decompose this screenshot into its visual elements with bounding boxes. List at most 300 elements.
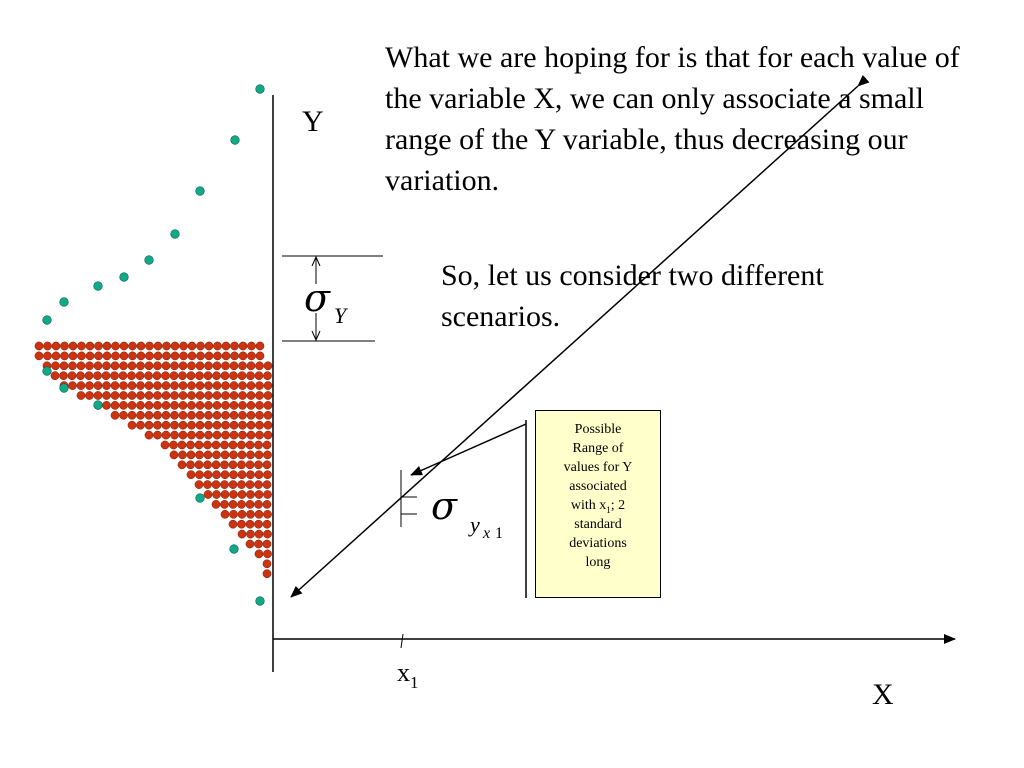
distribution-dot [195, 451, 203, 459]
distribution-dot [119, 382, 127, 390]
distribution-dot [162, 401, 170, 409]
distribution-dot [145, 382, 153, 390]
callout-box [535, 410, 661, 598]
distribution-dot [136, 411, 144, 419]
distribution-dot [187, 382, 195, 390]
distribution-dot [170, 362, 178, 370]
distribution-dot [111, 352, 119, 360]
distribution-dot [247, 401, 255, 409]
distribution-dot [203, 461, 211, 469]
distribution-dot [238, 382, 246, 390]
scatter-dot [94, 401, 103, 410]
distribution-dot [145, 362, 153, 370]
distribution-dot [263, 570, 271, 578]
distribution-dot [85, 382, 93, 390]
distribution-dot [239, 352, 247, 360]
distribution-dot [119, 372, 127, 380]
distribution-dot [230, 342, 238, 350]
distribution-dot [94, 352, 102, 360]
distribution-dot [238, 372, 246, 380]
distribution-dot [230, 382, 238, 390]
distribution-dot [213, 352, 221, 360]
distribution-dot [254, 520, 262, 528]
distribution-dot [162, 391, 170, 399]
callout-line: Possible [574, 422, 622, 437]
distribution-dot [229, 490, 237, 498]
distribution-dot [35, 352, 43, 360]
callout-line: associated [569, 479, 627, 494]
distribution-dot [171, 352, 179, 360]
distribution-dot [263, 451, 271, 459]
scatter-dot [230, 545, 239, 554]
distribution-dot [127, 372, 135, 380]
distribution-dot [212, 372, 220, 380]
distribution-dot [213, 362, 221, 370]
distribution-dot [256, 352, 264, 360]
distribution-dot [255, 451, 263, 459]
distribution-dot [221, 471, 229, 479]
distribution-dot [162, 431, 170, 439]
distribution-dot [221, 382, 229, 390]
distribution-dot [94, 362, 102, 370]
distribution-dot [255, 382, 263, 390]
distribution-dot [77, 362, 85, 370]
distribution-dot [35, 342, 43, 350]
distribution-dot [153, 401, 161, 409]
distribution-dot [128, 382, 136, 390]
distribution-dot [171, 342, 179, 350]
distribution-dot [238, 510, 246, 518]
distribution-dot [230, 391, 238, 399]
sigma-yx1-sub-1: 1 [495, 525, 503, 542]
scatter-dot [60, 384, 69, 393]
callout-line: values for Y [563, 460, 633, 475]
distribution-dot [102, 382, 110, 390]
distribution-dot [111, 382, 119, 390]
distribution-dot [128, 352, 136, 360]
distribution-dot [94, 382, 102, 390]
distribution-dot [255, 362, 263, 370]
distribution-dot [229, 510, 237, 518]
distribution-dot [204, 411, 212, 419]
distribution-dot [161, 372, 169, 380]
distribution-dot [230, 421, 238, 429]
distribution-dot [264, 421, 272, 429]
callout-line: Range of [572, 441, 624, 456]
distribution-dot [254, 481, 262, 489]
distribution-dot [153, 411, 161, 419]
distribution-dot [102, 362, 110, 370]
distribution-dot [162, 382, 170, 390]
distribution-dot [195, 441, 203, 449]
distribution-dot [220, 441, 228, 449]
distribution-dot [263, 550, 271, 558]
distribution-dot [237, 461, 245, 469]
distribution-dot [179, 352, 187, 360]
distribution-dot [52, 342, 60, 350]
distribution-dot [86, 352, 94, 360]
sigma-yx1-sub-x: x [483, 525, 491, 542]
distribution-dot [179, 362, 187, 370]
x-axis-label: X [872, 678, 894, 711]
distribution-dot [60, 362, 68, 370]
distribution-dot [119, 411, 127, 419]
distribution-dot [60, 352, 68, 360]
distribution-dot [128, 391, 136, 399]
distribution-dot [178, 461, 186, 469]
distribution-dot [85, 362, 93, 370]
distribution-dot [179, 342, 187, 350]
distribution-dot [220, 461, 228, 469]
sigma-yx1-sub-y: y [470, 512, 480, 537]
distribution-dot [128, 411, 136, 419]
distribution-dot [246, 481, 254, 489]
distribution-dot [255, 530, 263, 538]
distribution-dot [213, 342, 221, 350]
distribution-dot [128, 362, 136, 370]
x1-tick [401, 634, 403, 648]
distribution-dot [187, 411, 195, 419]
distribution-dot [187, 391, 195, 399]
distribution-dot [247, 362, 255, 370]
distribution-dot [136, 382, 144, 390]
scatter-dot [256, 85, 265, 94]
distribution-dot [145, 342, 153, 350]
distribution-dot [213, 401, 221, 409]
distribution-dot [162, 411, 170, 419]
distribution-dot [204, 382, 212, 390]
scatter-dot [43, 367, 52, 376]
distribution-dot [145, 401, 153, 409]
distribution-dot [263, 540, 271, 548]
distribution-dot [246, 490, 254, 498]
distribution-dot [256, 342, 264, 350]
distribution-dot [229, 471, 237, 479]
distribution-dot [255, 431, 263, 439]
distribution-dot [205, 342, 213, 350]
distribution-dot [136, 391, 144, 399]
distribution-dot [196, 401, 204, 409]
distribution-dot [246, 510, 254, 518]
distribution-dot [187, 451, 195, 459]
callout-line: long [585, 555, 611, 570]
distribution-dot [69, 342, 77, 350]
distribution-dot [154, 342, 162, 350]
distribution-dot [263, 530, 271, 538]
distribution-dot [170, 401, 178, 409]
distribution-dot [204, 362, 212, 370]
distribution-dot [43, 342, 51, 350]
distribution-dot [255, 510, 263, 518]
distribution-dot [196, 382, 204, 390]
distribution-dot [94, 342, 102, 350]
distribution-dot [195, 372, 203, 380]
distribution-dot [263, 372, 271, 380]
distribution-dot [230, 352, 238, 360]
distribution-dot [230, 431, 238, 439]
distribution-dot [247, 411, 255, 419]
distribution-dot [238, 362, 246, 370]
distribution-dot [247, 342, 255, 350]
distribution-dot [195, 461, 203, 469]
distribution-dot [229, 372, 237, 380]
distribution-dot [111, 342, 119, 350]
scatter-dot [196, 187, 205, 196]
distribution-dot [203, 441, 211, 449]
distribution-dot [153, 362, 161, 370]
distribution-dot [119, 391, 127, 399]
distribution-dot [128, 421, 136, 429]
distribution-dot [137, 342, 145, 350]
distribution-dot [196, 362, 204, 370]
distribution-dot [204, 431, 212, 439]
distribution-dot [221, 510, 229, 518]
distribution-dot [103, 342, 111, 350]
distribution-dot [237, 441, 245, 449]
distribution-dot [59, 372, 67, 380]
distribution-dot [187, 421, 195, 429]
distribution-dot [246, 500, 254, 508]
distribution-dot [169, 441, 177, 449]
distribution-dot [77, 342, 85, 350]
distribution-dot [187, 362, 195, 370]
distribution-dot [238, 401, 246, 409]
distribution-dot [254, 500, 262, 508]
distribution-dot [222, 342, 230, 350]
distribution-dot [137, 352, 145, 360]
sigma-yx1-symbol: σ [431, 484, 457, 528]
distribution-dot [136, 421, 144, 429]
scatter-dot [171, 230, 180, 239]
distribution-dot [187, 372, 195, 380]
distribution-dot [145, 411, 153, 419]
distribution-dot [153, 431, 161, 439]
distribution-dot [263, 560, 271, 568]
distribution-dot [170, 382, 178, 390]
distribution-dot [221, 431, 229, 439]
distribution-dot [178, 451, 186, 459]
distribution-dot [213, 421, 221, 429]
distribution-dot [179, 382, 187, 390]
distribution-dot [264, 391, 272, 399]
sigma-y-subscript: Y [334, 303, 347, 328]
distribution-dot [111, 411, 119, 419]
y-axis-label: Y [302, 105, 324, 138]
scatter-dot [231, 136, 240, 145]
distribution-dot [51, 362, 59, 370]
sigma-y-symbol: σ [304, 276, 330, 320]
distribution-dot [77, 382, 85, 390]
scatter-dot [196, 494, 205, 503]
distribution-dot [162, 342, 170, 350]
distribution-dot [263, 471, 271, 479]
distribution-dot [229, 451, 237, 459]
distribution-dot [238, 421, 246, 429]
distribution-dot [196, 421, 204, 429]
distribution-dot [229, 461, 237, 469]
distribution-dot [178, 441, 186, 449]
sigma-y-bracket [282, 256, 383, 341]
distribution-dot [186, 461, 194, 469]
distribution-dot [60, 342, 68, 350]
distribution-dot [153, 421, 161, 429]
distribution-dot [264, 362, 272, 370]
callout-pointer [411, 420, 526, 598]
distribution-dot [264, 401, 272, 409]
callout-line: standard [574, 517, 622, 532]
distribution-dot [220, 481, 228, 489]
distribution-dot [170, 411, 178, 419]
distribution-dot [229, 520, 237, 528]
distribution-dot [119, 362, 127, 370]
distribution-dot [213, 431, 221, 439]
distribution-dot [76, 372, 84, 380]
distribution-dot [195, 481, 203, 489]
distribution-dot [238, 411, 246, 419]
distribution-dot [247, 382, 255, 390]
distribution-dot [237, 500, 245, 508]
distribution-dot [221, 372, 229, 380]
distribution-dot [213, 391, 221, 399]
distribution-dot [238, 391, 246, 399]
distribution-dot [187, 401, 195, 409]
scatter-dot [120, 273, 129, 282]
distribution-dot [128, 342, 136, 350]
distribution-dot [93, 372, 101, 380]
distribution-dot [43, 352, 51, 360]
distribution-dot [77, 391, 85, 399]
distribution-dot [195, 471, 203, 479]
distribution-dot [255, 421, 263, 429]
distribution-dot [111, 391, 119, 399]
distribution-dot [179, 391, 187, 399]
distribution-dot [222, 352, 230, 360]
distribution-dot [170, 431, 178, 439]
x1-range-marks [401, 470, 417, 527]
distribution-dot [246, 520, 254, 528]
distribution-dot [230, 401, 238, 409]
distribution-dot [264, 382, 272, 390]
distribution-dot [212, 451, 220, 459]
distribution-dot [51, 372, 59, 380]
distribution-dot [136, 401, 144, 409]
distribution-dot [212, 481, 220, 489]
distribution-dot [196, 342, 204, 350]
distribution-dot [188, 342, 196, 350]
distribution-dot [86, 342, 94, 350]
distribution-dot [212, 441, 220, 449]
distribution-dot [162, 362, 170, 370]
distribution-dot [145, 352, 153, 360]
distribution-dot [237, 481, 245, 489]
distribution-dot [247, 421, 255, 429]
distribution-dot [186, 441, 194, 449]
distribution-dot [204, 372, 212, 380]
distribution-dot [170, 391, 178, 399]
distribution-dot [68, 372, 76, 380]
distribution-dot [238, 530, 246, 538]
distribution-dot [263, 461, 271, 469]
distribution-dot [153, 391, 161, 399]
distribution-dot [154, 352, 162, 360]
distribution-dot [221, 401, 229, 409]
distribution-dot [162, 421, 170, 429]
distribution-dot [204, 451, 212, 459]
distribution-dot [213, 382, 221, 390]
distribution-dot [68, 362, 76, 370]
distribution-dot [230, 411, 238, 419]
distribution-dot [120, 352, 128, 360]
distribution-dot [247, 431, 255, 439]
distribution-dot [203, 481, 211, 489]
distribution-dot [204, 391, 212, 399]
distribution-dot [254, 540, 262, 548]
distribution-dot [170, 372, 178, 380]
distribution-dot [153, 372, 161, 380]
distribution-dot [238, 431, 246, 439]
distribution-dot [238, 471, 246, 479]
distribution-dot [254, 441, 262, 449]
x1-label: $x_1$ [397, 658, 419, 692]
distribution-dot [204, 490, 212, 498]
distribution-dot [52, 352, 60, 360]
scatter-dot [256, 597, 265, 606]
distribution-dot [145, 431, 153, 439]
distribution-dot [145, 391, 153, 399]
distribution-dot [255, 471, 263, 479]
distribution-dot [144, 372, 152, 380]
distribution-dot [212, 471, 220, 479]
distribution-dot [85, 391, 93, 399]
distribution-dot [221, 421, 229, 429]
distribution-dot [179, 401, 187, 409]
distribution-dot [246, 461, 254, 469]
distribution-dot [263, 481, 271, 489]
distribution-dot [255, 372, 263, 380]
distribution-dot [255, 490, 263, 498]
distribution-dot [247, 352, 255, 360]
distribution-dot [229, 481, 237, 489]
distribution-dot [238, 451, 246, 459]
distribution-dot [196, 352, 204, 360]
distribution-dot [212, 490, 220, 498]
distribution-dot [77, 352, 85, 360]
distribution-dot [263, 441, 271, 449]
distribution-dot [237, 520, 245, 528]
distribution-dot [153, 382, 161, 390]
distribution-dot [255, 550, 263, 558]
distribution-dot [220, 500, 228, 508]
distribution-dot [103, 352, 111, 360]
distribution-dot [170, 421, 178, 429]
callout-line: deviations [569, 536, 627, 551]
distribution-dot [68, 382, 76, 390]
distribution-dot [221, 362, 229, 370]
scatter-dot [145, 256, 154, 265]
distribution-dot [239, 342, 247, 350]
distribution-dot [179, 431, 187, 439]
distribution-dot [136, 372, 144, 380]
distribution-dot [255, 401, 263, 409]
distribution-dot [246, 530, 254, 538]
scatter-dot [94, 282, 103, 291]
distribution-dot [187, 471, 195, 479]
distribution-dot [196, 391, 204, 399]
distribution-dot [213, 411, 221, 419]
distribution-dot [85, 372, 93, 380]
distribution-dot [255, 391, 263, 399]
distribution-dot [196, 411, 204, 419]
